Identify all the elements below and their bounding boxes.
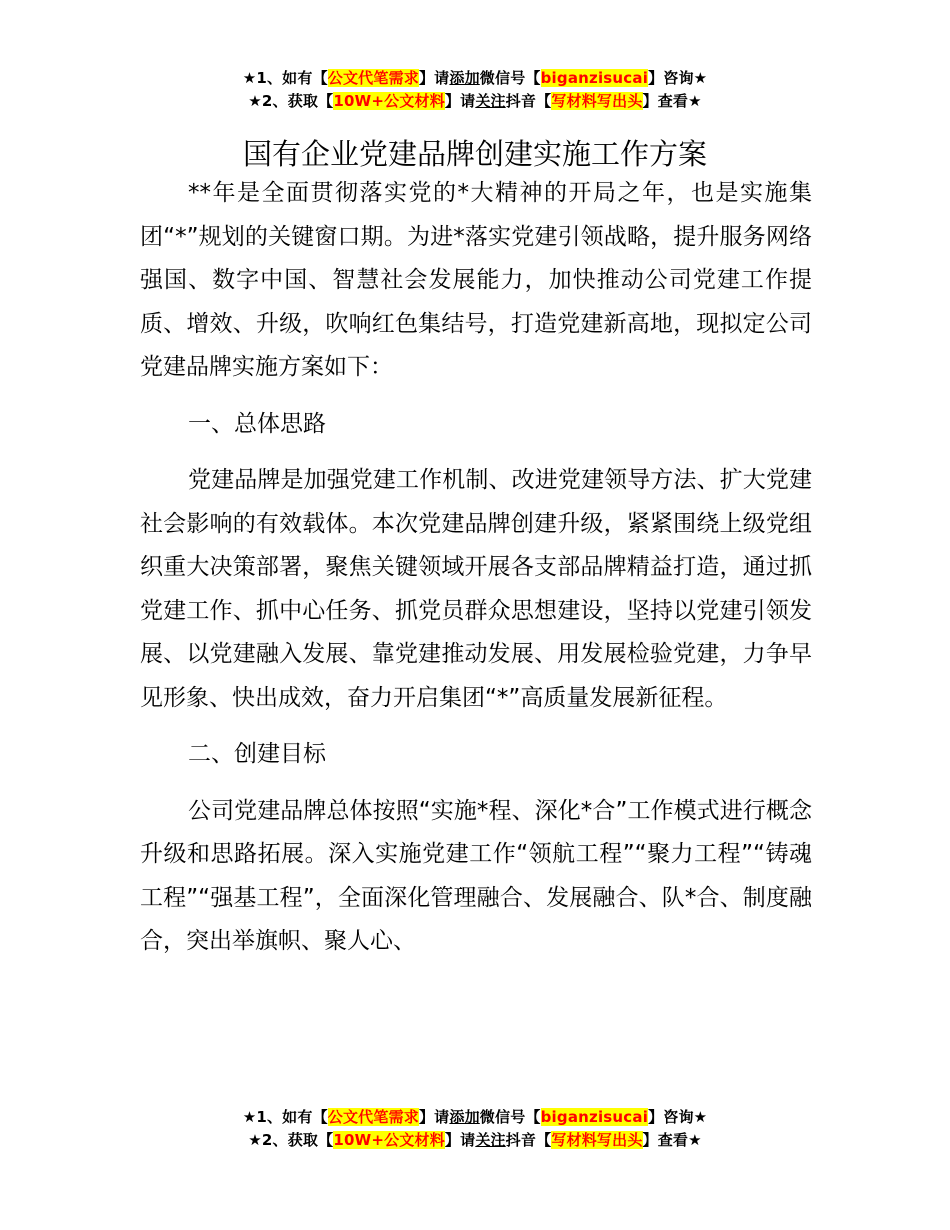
highlight-materials: 10W+公文材料: [333, 1131, 445, 1149]
promo-banner-top: [0, 67, 950, 113]
highlight-service: 公文代笔需求: [327, 1108, 419, 1126]
paragraph-approach: 党建品牌是加强党建工作机制、改进党建领导方法、扩大党建社会影响的有效载体。本次党建品牌创建升级，紧紧围绕上级党组织重大决策部署，聚焦关键领域开展各支部品牌精益打造，通过抓党建工作、抓中心任务、抓党员群众思想建设，坚持以党建引领发展、以党建融入发展、靠党建推动发展、用发展检验党建，力争早见形象、快出成效，奋力开启集团“*”高质量发展新征程。: [140, 467, 812, 711]
highlight-wechat-id: biganzisucai: [540, 69, 649, 87]
paragraph-intro: **年是全面贯彻落实党的*大精神的开局之年，也是实施集团“*”规划的关键窗口期。为进*落实党建引领战略，提升服务网络强国、数字中国、智慧社会发展能力，加快推动公司党建工作提质、增效、升级，吹响红色集结号，打造党建新高地，现拟定公司党建品牌实施方案如下：: [140, 180, 812, 380]
highlight-douyin-id: 写材料写出头: [551, 1131, 643, 1149]
promo-line-1: ★1、如有【公文代笔需求】请添加微信号【biganzisucai】咨询★: [242, 1108, 708, 1126]
highlight-materials: 10W+公文材料: [333, 92, 445, 110]
promo-banner-bottom: [0, 1106, 950, 1152]
highlight-wechat-id: biganzisucai: [540, 1108, 649, 1126]
promo-line-2: ★2、获取【10W+公文材料】请关注抖音【写材料写出头】查看★: [248, 92, 702, 110]
section-heading-1: 一、总体思路: [188, 410, 326, 437]
document-body: [140, 172, 812, 964]
promo-line-2: ★2、获取【10W+公文材料】请关注抖音【写材料写出头】查看★: [248, 1131, 702, 1149]
paragraph-goals: 公司党建品牌总体按照“实施*程、深化*合”工作模式进行概念升级和思路拓展。深入实施党建工作“领航工程”“聚力工程”“铸魂工程”“强基工程”，全面深化管理融合、发展融合、队*合、制度融合，突出举旗帜、聚人心、: [140, 797, 812, 954]
promo-line-1: ★1、如有【公文代笔需求】请添加微信号【biganzisucai】咨询★: [242, 69, 708, 87]
section-heading-2: 二、创建目标: [188, 741, 326, 767]
document-title: 国有企业党建品牌创建实施工作方案: [242, 137, 707, 172]
highlight-douyin-id: 写材料写出头: [551, 92, 643, 110]
highlight-service: 公文代笔需求: [327, 69, 419, 87]
